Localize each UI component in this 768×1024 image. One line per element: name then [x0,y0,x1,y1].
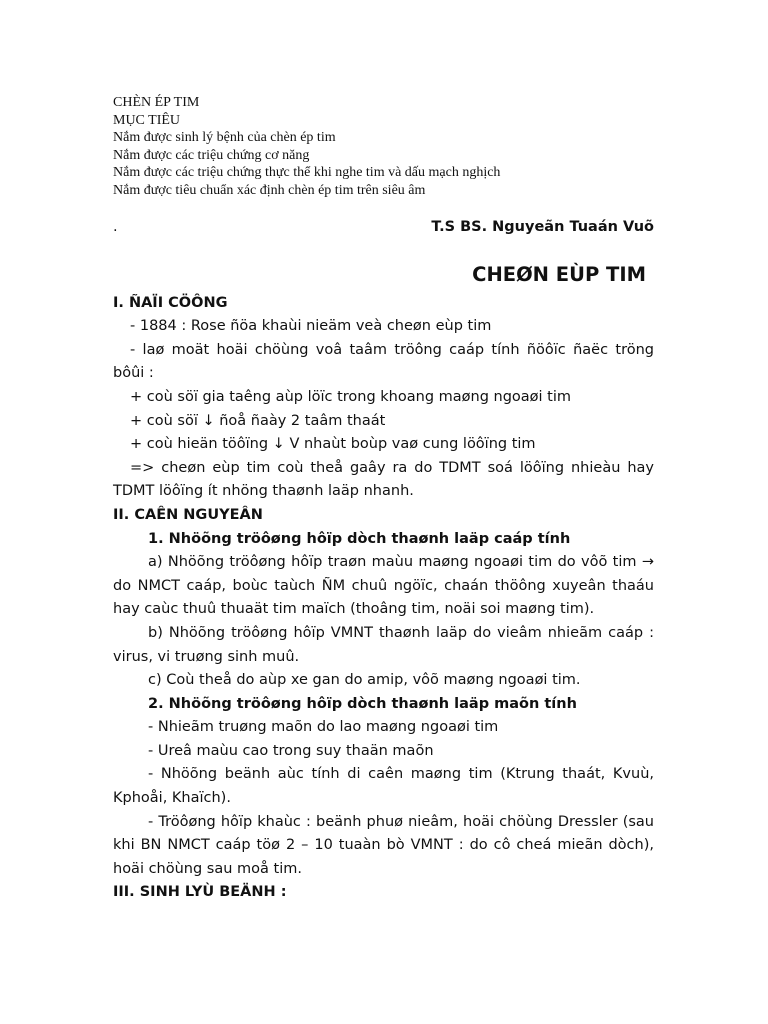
section-2-sub1-item: a) Nhöõng tröôøng hôïp traøn maùu maøng ngoaøi tim do vôõ tim → do NMCT caáp, boùc taùch ÑM chuû ngöïc, chaán thöông xuyeân thaáu hay caùc thuû thuaät tim maïch (thoâng tim, noäi soi maøng tim). [113,554,654,618]
section-1-conclusion: => cheøn eùp tim coù theå gaây ra do TDMT soá löôïng nhieàu hay TDMT löôïng ít nhöng thaønh laäp nhanh. [113,459,654,500]
objective-item: Nắm được các triệu chứng cơ năng [113,147,310,163]
section-1-bullet: + coù hieän töôïng ↓ V nhaùt boùp vaø cung löôïng tim [130,436,536,453]
section-1-bullet: + coù söï gia taêng aùp löïc trong khoang maøng ngoaøi tim [130,388,572,405]
author-name: T.S BS. Nguyeãn Tuaán Vuõ [431,219,654,235]
document-page [113,94,654,905]
objectives-block [113,94,654,199]
section-1-line: - laø moät hoäi chöùng voâ taâm tröông caáp tính ñöôïc ñaëc tröng bôûi : [113,341,654,382]
section-2-sub1-item: c) Coù theå do aùp xe gan do amip, vôõ maøng ngoaøi tim. [148,672,581,689]
section-2-sub2-item: - Nhieãm truøng maõn do lao maøng ngoaøi tim [148,719,499,736]
objective-item: Nắm được sinh lý bệnh của chèn ép tim [113,130,336,145]
section-3-heading: III. SINH LYÙ BEÄNH : [113,884,287,901]
objectives-heading: MỤC TIÊU [113,112,181,128]
section-2-heading: II. CAÊN NGUYEÂN [113,506,263,523]
section-2-sub2-item: - Tröôøng hôïp khaùc : beänh phuø nieâm, hoäi chöùng Dressler (sau khi BN NMCT caáp töø 2 – 10 tuaàn bò VMNT : do cô cheá mieãn dòch), hoäi chöùng sau moå tim. [113,813,654,877]
objective-item: Nắm được các triệu chứng thực thể khi nghe tim và dấu mạch nghịch [113,165,501,180]
title-line: CHÈN ÉP TIM [113,95,200,110]
objective-item: Nắm được tiêu chuẩn xác định chèn ép tim trên siêu âm [113,182,426,198]
section-2-sub2-heading: 2. Nhöõng tröôøng hôïp dòch thaønh laäp maõn tính [148,695,577,712]
section-1-bullet: + coù söï ↓ ñoå ñaày 2 taâm thaát [130,412,386,429]
section-2-sub1-heading: 1. Nhöõng tröôøng hôïp dòch thaønh laäp caáp tính [148,530,571,547]
section-1-line: - 1884 : Rose ñöa khaùi nieäm veà cheøn eùp tim [130,318,492,335]
section-2-sub1-item: b) Nhöõng tröôøng hôïp VMNT thaønh laäp do vieâm nhieãm caáp : virus, vi truøng sinh muû. [113,624,654,665]
main-title: CHEØN EÙP TIM [472,262,646,286]
section-1-heading: I. ÑAÏI CÖÔNG [113,294,228,311]
section-2-sub2-item: - Ureâ maùu cao trong suy thaän maõn [148,742,434,759]
section-2-sub2-item: - Nhöõng beänh aùc tính di caên maøng tim (Ktrung thaát, Kvuù, Kphoåi, Khaïch). [113,766,654,807]
author-row [113,216,654,240]
author-dot: . [113,219,118,235]
